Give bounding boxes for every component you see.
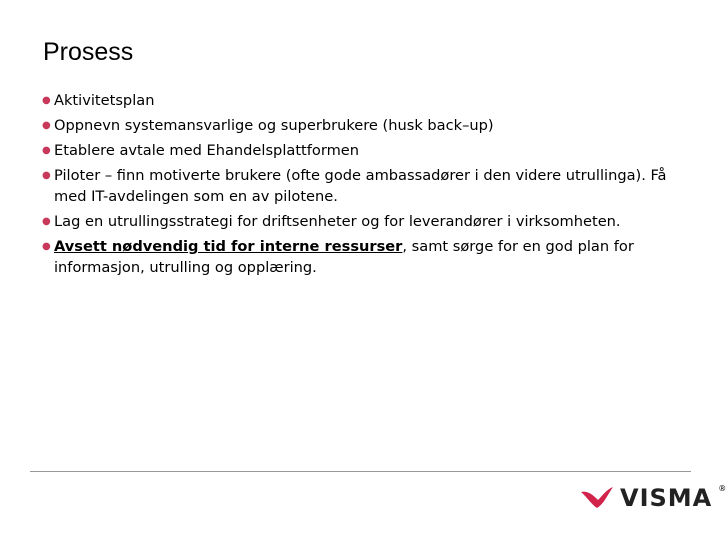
bullet-text: , samt sørge for en god plan for informasjon, utrulling og opplæring. [54,238,634,276]
visma-logo [580,484,726,512]
bullet-text: Lag en utrullingsstrategi for driftsenheter og for leverandører i virksomheten. [54,213,621,230]
bullet-text: Etablere avtale med Ehandelsplattformen [54,142,360,159]
list-item [42,90,702,111]
list-item [42,236,702,278]
registered-mark: ® [718,484,726,493]
slide-title: Prosess [43,38,134,66]
bullet-list [42,90,702,282]
bullet-text: Piloter – finn motiverte brukere (ofte gode ambassadører i den videre utrullinga). Få med IT-avdelingen som en av pilotene. [54,167,667,205]
emphasis-text: Avsett nødvendig tid for interne ressurser [54,238,403,255]
list-item [42,211,702,232]
footer-divider [30,471,691,472]
bullet-icon: ● [42,145,51,156]
visma-swoosh-icon [580,486,614,510]
list-item [42,140,702,161]
bullet-text: Oppnevn systemansvarlige og superbrukere (husk back–up) [54,117,494,134]
bullet-icon: ● [42,95,51,106]
list-item [42,165,702,207]
bullet-icon: ● [42,120,51,131]
bullet-icon: ● [42,216,51,227]
logo-text: VISMA [620,484,713,512]
bullet-text: Aktivitetsplan [54,92,155,109]
list-item [42,115,702,136]
bullet-icon: ● [42,170,51,181]
bullet-icon: ● [42,241,51,252]
